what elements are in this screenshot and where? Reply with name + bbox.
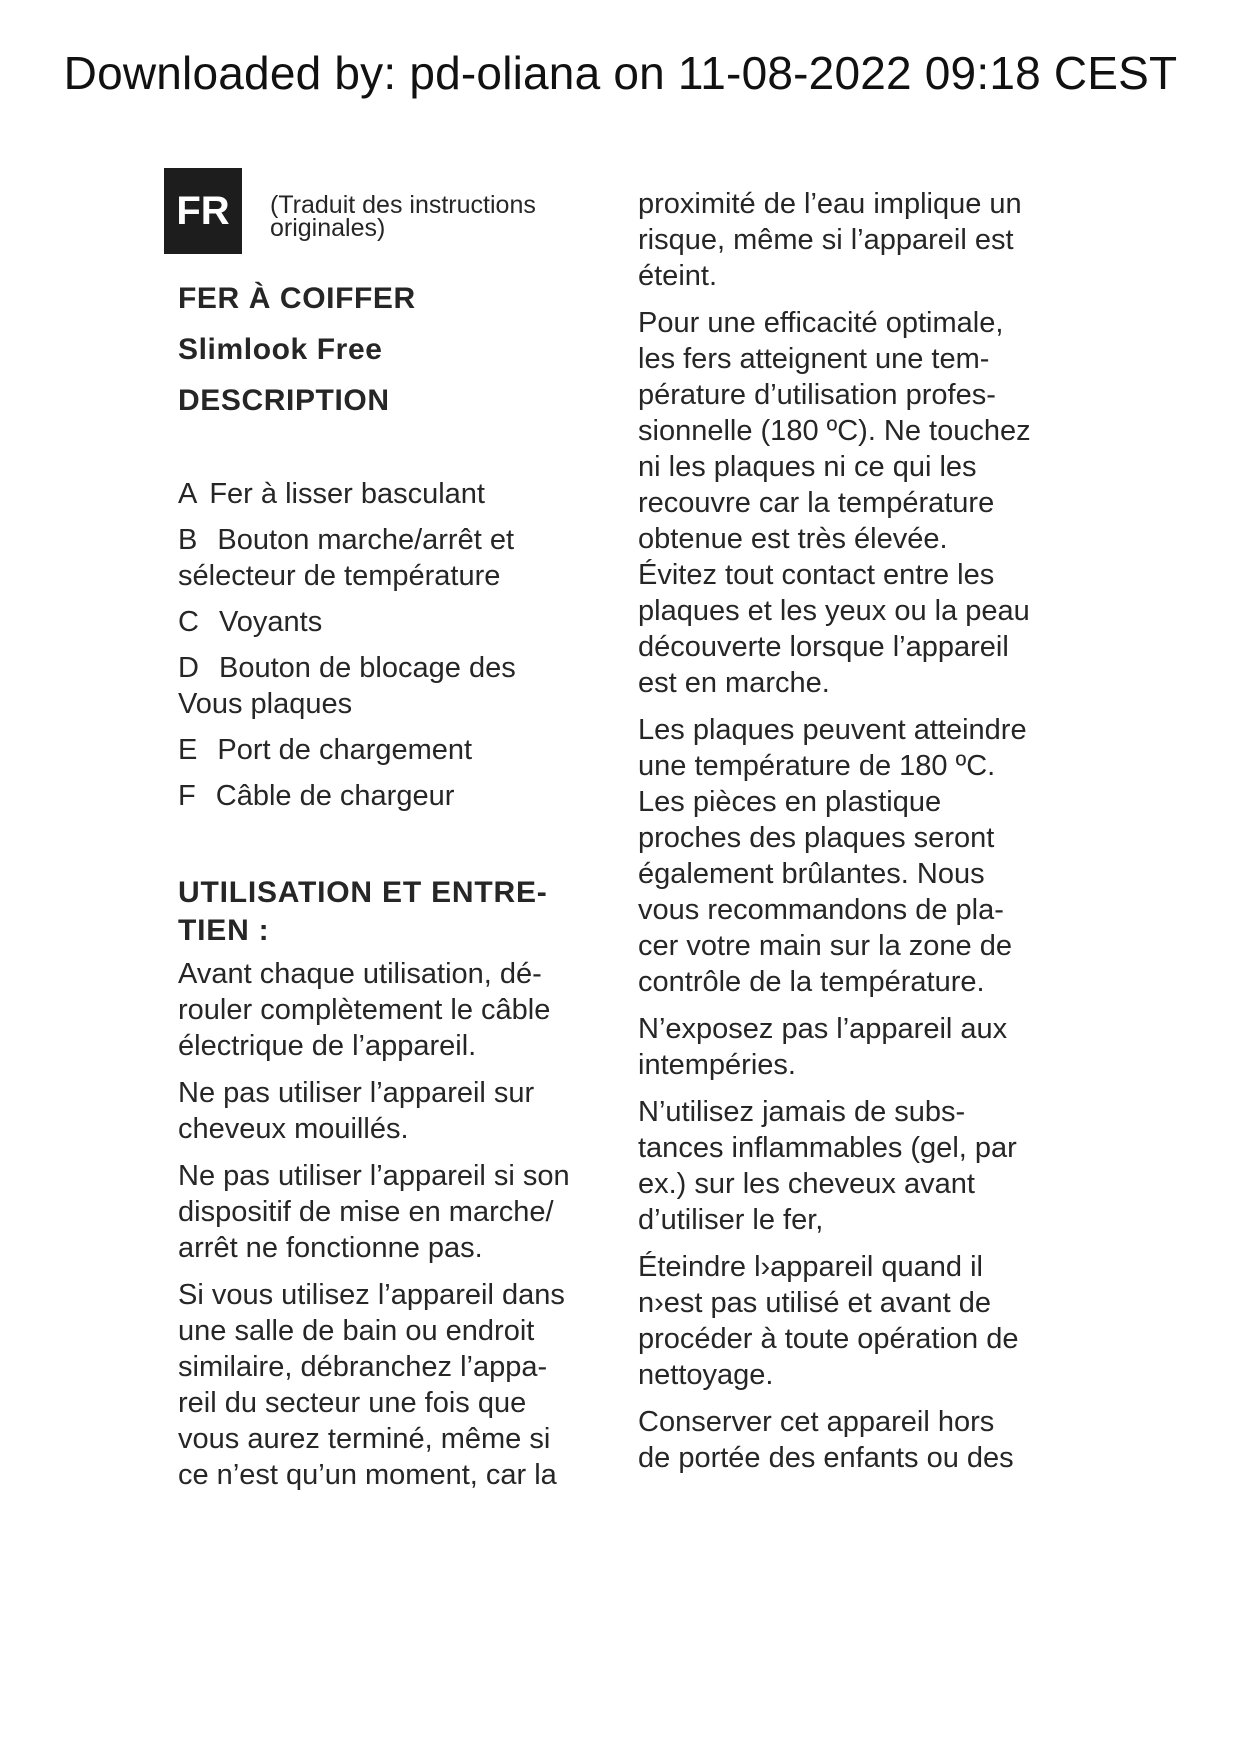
item-letter: B [178,524,198,556]
text-line: ce n’est qu’un moment, car la [178,1459,557,1491]
paragraph [178,956,618,1064]
item-text: sélecteur de température [178,560,501,592]
text-line: Évitez tout contact entre les [638,559,995,591]
paragraph [178,1277,618,1493]
translation-note-line: (Traduit des instructions [270,191,536,219]
text-line: reil du secteur une fois que [178,1387,527,1419]
paragraph [638,305,1078,701]
text-line: est en marche. [638,667,830,699]
text-line: une température de 180 ºC. [638,750,996,782]
text-line: N’utilisez jamais de subs- [638,1096,966,1128]
description-item-b [178,522,618,594]
text-line: recouvre car la température [638,487,995,519]
text-line: nettoyage. [638,1359,774,1391]
text-line: procéder à toute opération de [638,1323,1019,1355]
item-text: Câble de chargeur [215,780,455,812]
item-text: Fer à lisser basculant [209,478,485,510]
language-block [164,168,618,254]
text-line: intempéries. [638,1049,796,1081]
text-line: de portée des enfants ou des [638,1442,1014,1474]
text-line: Ne pas utiliser l’appareil sur [178,1077,535,1109]
text-line: Si vous utilisez l’appareil dans [178,1279,565,1311]
text-line: découverte lorsque l’appareil [638,631,1009,663]
translation-note [270,191,536,242]
text-line: ex.) sur les cheveux avant [638,1168,975,1200]
paragraph [178,1075,618,1147]
text-line: vous aurez terminé, même si [178,1423,551,1455]
text-line: obtenue est très élevée. [638,523,948,555]
text-line: similaire, débranchez l’appa- [178,1351,548,1383]
description-heading: DESCRIPTION [178,384,390,417]
language-badge: FR [164,168,242,254]
product-model: Slimlook Free [178,333,383,366]
paragraph [638,1249,1078,1393]
usage-heading-line: TIEN : [178,914,270,947]
text-line: cheveux mouillés. [178,1113,409,1145]
text-line: les fers atteignent une tem- [638,343,990,375]
text-line: Ne pas utiliser l’appareil si son [178,1160,570,1192]
text-line: également brûlantes. Nous [638,858,985,890]
item-letter: C [178,606,199,638]
paragraph [638,1094,1078,1238]
text-line: Les plaques peuvent atteindre [638,714,1027,746]
text-line: une salle de bain ou endroit [178,1315,535,1347]
item-letter: E [178,734,198,766]
text-line: Les pièces en plastique [638,786,942,818]
text-line: N’exposez pas l’appareil aux [638,1013,1008,1045]
item-text: Bouton de blocage des [219,652,516,684]
text-line: dispositif de mise en marche/ [178,1196,554,1228]
text-line: ni les plaques ni ce qui les [638,451,977,483]
description-item-c [178,604,618,640]
paragraph [638,1011,1078,1083]
description-item-e [178,732,618,768]
text-line: risque, même si l’appareil est [638,224,1014,256]
text-line: sionnelle (180 ºC). Ne touchez [638,415,1031,447]
item-text: Bouton marche/arrêt et [217,524,515,556]
left-column [178,168,618,1504]
product-type: FER À COIFFER [178,282,416,315]
item-letter: A [178,478,198,510]
description-item-d [178,650,618,722]
item-letter: F [178,780,196,812]
usage-heading-line: UTILISATION ET ENTRE- [178,876,548,909]
text-line: arrêt ne fonctionne pas. [178,1232,483,1264]
item-text: Port de chargement [217,734,473,766]
text-line: rouler complètement le câble [178,994,551,1026]
description-item-a [178,476,618,512]
description-item-f [178,778,618,814]
text-line: pérature d’utilisation profes- [638,379,996,411]
paragraph [638,1404,1078,1476]
usage-heading [178,874,618,950]
text-line: contrôle de la température. [638,966,985,998]
text-line: tances inflammables (gel, par [638,1132,1017,1164]
text-line: Éteindre l›appareil quand il [638,1251,983,1283]
paragraph [638,712,1078,1000]
text-line: vous recommandons de pla- [638,894,1004,926]
text-line: proximité de l’eau implique un [638,188,1022,220]
text-line: Avant chaque utilisation, dé- [178,958,542,990]
item-text: Vous plaques [178,688,353,720]
right-column [638,186,1078,1487]
text-line: Conserver cet appareil hors [638,1406,995,1438]
text-line: n›est pas utilisé et avant de [638,1287,992,1319]
item-text: Voyants [219,606,323,638]
download-watermark: Downloaded by: pd-oliana on 11-08-2022 09:18 CEST [63,47,1178,99]
text-line: Pour une efficacité optimale, [638,307,1004,339]
text-line: plaques et les yeux ou la peau [638,595,1030,627]
paragraph [178,1158,618,1266]
paragraph [638,186,1078,294]
text-line: électrique de l’appareil. [178,1030,477,1062]
text-line: éteint. [638,260,717,292]
description-list [178,476,618,814]
item-letter: D [178,652,199,684]
text-line: cer votre main sur la zone de [638,930,1012,962]
translation-note-line: originales) [270,214,386,242]
text-line: proches des plaques seront [638,822,995,854]
text-line: d’utiliser le fer, [638,1204,824,1236]
